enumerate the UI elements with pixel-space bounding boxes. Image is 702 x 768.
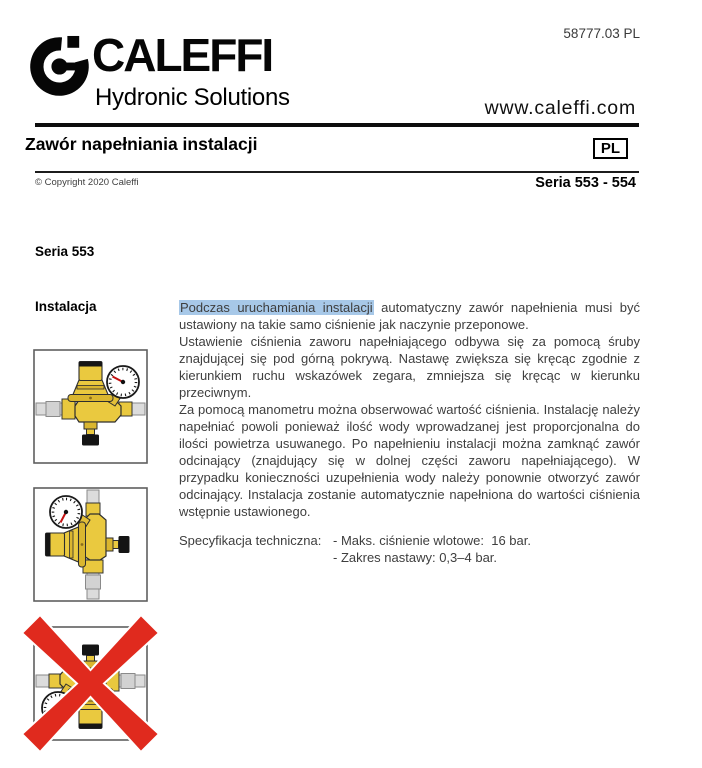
spec-label: Specyfikacja techniczna: <box>179 533 322 548</box>
brand-wordmark: CALEFFI <box>92 29 273 81</box>
valve-on-vertical-pipe-figure <box>33 487 148 602</box>
valve-upside-down-prohibited-figure <box>21 614 160 753</box>
spec-item-setting-range: - Zakres nastawy: 0,3–4 bar. <box>333 550 498 565</box>
language-badge: PL <box>593 138 628 159</box>
brand-tagline: Hydronic Solutions <box>95 84 290 111</box>
spec-item-max-inlet-pressure: - Maks. ciśnienie wlotowe: 16 bar. <box>333 533 531 548</box>
series-range-label: Seria 553 - 554 <box>535 175 636 191</box>
intro-paragraph <box>179 299 640 333</box>
series-heading: Seria 553 <box>35 244 95 259</box>
installation-heading: Instalacja <box>35 299 97 314</box>
valve-on-horizontal-pipe-figure <box>33 349 148 464</box>
adjustment-paragraph: Ustawienie ciśnienia zaworu napełniającego odbywa się za pomocą śruby znajdującej się pod górną pokrywą. Nastawę zwiększa się kręcąc zgodnie z kierunkiem ruchu wskazówek zegara, zmniejsza się kręcąc w kierunku przeciwnym. <box>179 334 640 400</box>
technical-specification <box>179 532 531 566</box>
filling-paragraph: Za pomocą manometru można obserwować wartość ciśnienia. Instalację należy napełniać powoli ponieważ ilość wody wprowadzanej jest proporcjonalna do ilości powietrza usuwanego. Po napełnieniu instalacji można zamknąć zawór odcinający (znajdujący się w dolnej części zaworu napełniającego). W przypadku konieczności uzupełnienia wody należy ponownie otworzyć zawór odcinający. Instalacja zostanie automatycznie napełniona do wartości ciśnienia wstępnie ustawionego. <box>179 402 640 519</box>
page-title: Zawór napełniania instalacji <box>25 134 258 154</box>
title-rule-thin <box>35 171 639 173</box>
document-number: 58777.03 PL <box>563 26 640 41</box>
copyright-notice: © Copyright 2020 Caleffi <box>35 177 139 188</box>
spec-items <box>333 532 531 566</box>
intro-paragraph-rest: automatyczny zawór napełnienia musi być ustawiony na takie samo ciśnienie jak naczynie przeponowe. <box>179 300 641 332</box>
caleffi-logo-icon <box>28 34 91 97</box>
selected-text-highlight[interactable]: Podczas uruchamiania instalacji <box>180 300 373 315</box>
website-link[interactable]: www.caleffi.com <box>484 97 636 119</box>
body-text <box>179 299 640 520</box>
header-rule-thick <box>35 123 639 127</box>
